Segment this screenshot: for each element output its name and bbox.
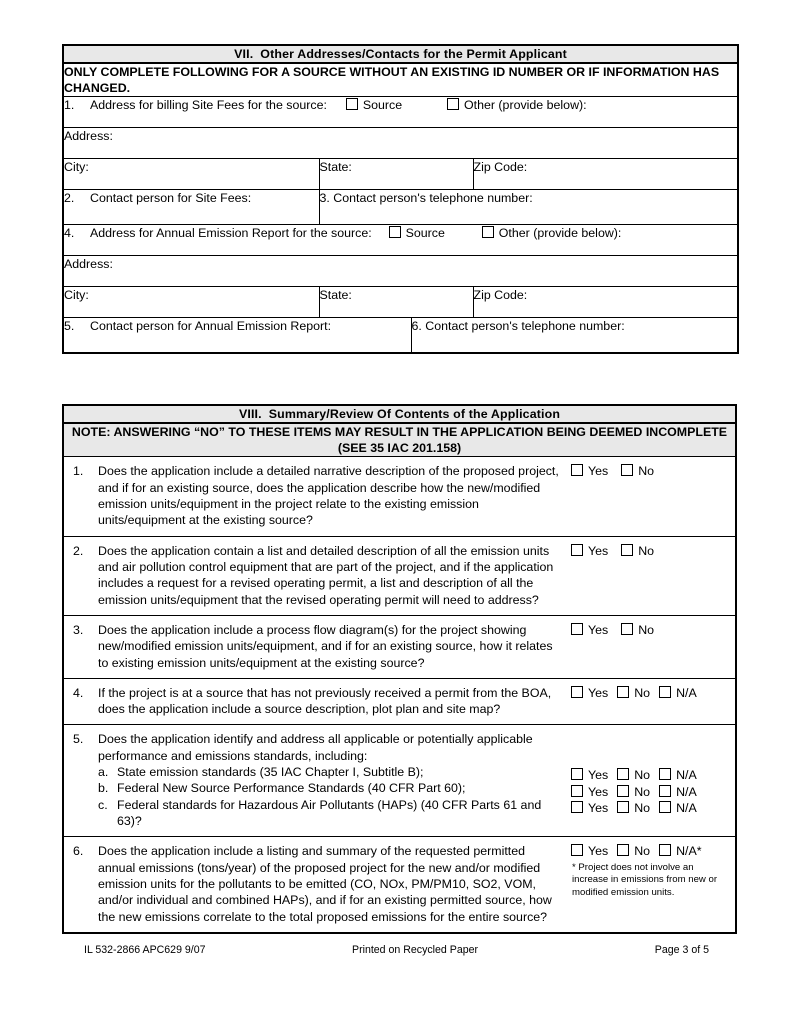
answer-row <box>571 622 731 638</box>
emission-report-option-row <box>63 225 738 256</box>
section-viii-note-row <box>63 423 736 457</box>
item-1-label: Address for billing Site Fees for the source: <box>90 98 327 113</box>
q2-no-checkbox[interactable] <box>621 544 633 556</box>
answer-row <box>571 784 731 800</box>
q3-no-label: No <box>638 622 655 637</box>
aer-other-checkbox[interactable] <box>482 226 494 238</box>
aer-source-option[interactable] <box>389 225 445 241</box>
q1-no-option[interactable] <box>621 463 654 479</box>
answer-row <box>571 685 731 701</box>
q6-no-option[interactable] <box>617 843 650 859</box>
item-2-label: Contact person for Site Fees: <box>90 191 252 206</box>
emission-report-city-state-zip-row <box>63 287 738 318</box>
item-4-body <box>90 225 737 241</box>
q5c-no-checkbox[interactable] <box>617 801 629 813</box>
question-6-cell <box>63 837 736 933</box>
subitem-a-text: State emission standards (35 IAC Chapter I, Subtitle B); <box>117 765 424 780</box>
aer-contact-field[interactable] <box>63 318 411 354</box>
page-footer <box>62 944 737 956</box>
question-5-subitem <box>98 764 563 780</box>
q5c-na-label: N/A <box>676 801 697 816</box>
question-5-text-block <box>64 725 569 836</box>
question-6-answers <box>569 837 735 932</box>
question-2-text: Does the application contain a list and detailed description of all the emission units and air pollution control equipment that are part of the project, and if the application includes a request for a revised operating permit, a list and description of all the emission units/equipment that the revised operating permit will need to address? <box>98 543 554 607</box>
section-vii-table <box>62 44 739 354</box>
q4-yes-label: Yes <box>588 685 609 700</box>
section-vii-title: Other Addresses/Contacts for the Permit Applicant <box>260 47 567 61</box>
q5b-yes-label: Yes <box>588 784 609 799</box>
question-5-text: Does the application identify and address all applicable or potentially applicable performance and emissions standards, including: <box>98 732 533 763</box>
answer-row <box>571 463 731 479</box>
aer-other-option[interactable] <box>482 225 622 241</box>
billing-city-label: City: <box>64 160 89 175</box>
aer-zip-label: Zip Code: <box>473 288 528 303</box>
section-vii-instruction-row <box>63 63 738 97</box>
question-3-answers <box>565 616 735 678</box>
section-viii-heading <box>63 405 736 423</box>
question-2-text-block <box>64 537 565 615</box>
section-viii-note-line2: (SEE 35 IAC 201.158) <box>337 441 462 456</box>
question-3-cell <box>63 615 736 678</box>
question-row <box>63 678 736 725</box>
question-row <box>63 615 736 678</box>
section-viii-note <box>63 423 736 457</box>
aer-address-field[interactable] <box>63 256 738 287</box>
question-4-text-block <box>64 679 569 725</box>
footer-recycled-note: Printed on Recycled Paper <box>352 944 479 956</box>
q2-no-option[interactable] <box>621 543 654 559</box>
q5a-no-option[interactable] <box>617 767 650 783</box>
section-viii-numeral: VIII. <box>238 407 262 421</box>
q1-no-label: No <box>638 464 655 479</box>
q3-yes-option[interactable] <box>571 622 608 638</box>
q1-yes-label: Yes <box>588 464 609 479</box>
item-4-label: Address for Annual Emission Report for the source: <box>90 226 372 241</box>
billing-address-label: Address: <box>64 129 113 144</box>
q5a-yes-option[interactable] <box>571 767 608 783</box>
q5c-no-label: No <box>634 801 651 816</box>
q2-yes-label: Yes <box>588 543 609 558</box>
question-row <box>63 837 736 933</box>
q5a-no-label: No <box>634 768 651 783</box>
question-5-subitem <box>98 797 563 830</box>
q5c-na-option[interactable] <box>659 800 697 816</box>
aer-city-field[interactable] <box>63 287 319 318</box>
q4-na-checkbox[interactable] <box>659 686 671 698</box>
section-viii-note-line1: NOTE: ANSWERING “NO” TO THESE ITEMS MAY RESULT IN THE APPLICATION BEING DEEMED INCOMPLETE <box>71 425 728 440</box>
q2-yes-checkbox[interactable] <box>571 544 583 556</box>
q4-na-option[interactable] <box>659 685 697 701</box>
section-viii-table <box>62 404 737 934</box>
q5a-yes-checkbox[interactable] <box>571 768 583 780</box>
q5a-no-checkbox[interactable] <box>617 768 629 780</box>
question-2-number: 2. <box>73 543 84 558</box>
billing-state-field[interactable] <box>319 159 473 190</box>
q6-na-checkbox[interactable] <box>659 844 671 856</box>
q6-na-option[interactable] <box>659 843 701 859</box>
aer-address-label: Address: <box>64 257 113 272</box>
question-3-number: 3. <box>73 622 84 637</box>
item-1-number: 1. <box>64 98 75 113</box>
subitem-c-letter: c. <box>98 797 108 812</box>
q4-no-checkbox[interactable] <box>617 686 629 698</box>
q4-yes-checkbox[interactable] <box>571 686 583 698</box>
billing-source-option[interactable] <box>346 97 402 113</box>
aer-state-field[interactable] <box>319 287 473 318</box>
q5b-na-checkbox[interactable] <box>659 785 671 797</box>
question-6-footnote: * Project does not involve an increase in emissions from new or modified emission units. <box>572 861 718 898</box>
q5c-yes-option[interactable] <box>571 800 608 816</box>
question-5-subitems <box>98 764 563 829</box>
question-1-cell <box>63 457 736 536</box>
billing-address-option-cell <box>63 97 738 128</box>
item-3-label: Contact person's telephone number: <box>333 191 533 206</box>
question-1-text-block <box>64 457 565 535</box>
question-1-number: 1. <box>73 464 84 479</box>
q5a-na-label: N/A <box>676 768 697 783</box>
question-5-body <box>98 731 563 829</box>
billing-zip-label: Zip Code: <box>473 160 528 175</box>
aer-zip-field[interactable] <box>473 287 738 318</box>
item-1-body <box>90 97 737 113</box>
q5c-na-checkbox[interactable] <box>659 801 671 813</box>
q4-yes-option[interactable] <box>571 685 608 701</box>
billing-source-checkbox[interactable] <box>346 98 358 110</box>
billing-address-field[interactable] <box>63 128 738 159</box>
question-row <box>63 725 736 837</box>
billing-other-checkbox[interactable] <box>447 98 459 110</box>
site-fees-contact-field[interactable] <box>63 190 319 225</box>
question-1-answers <box>565 457 735 535</box>
q5b-no-checkbox[interactable] <box>617 785 629 797</box>
aer-city-label: City: <box>64 288 89 303</box>
section-viii-header-row <box>63 405 736 423</box>
item-4-number: 4. <box>64 226 75 241</box>
q6-na-label: N/A* <box>676 844 702 859</box>
q1-yes-checkbox[interactable] <box>571 464 583 476</box>
question-row <box>63 536 736 615</box>
site-fees-phone-field[interactable] <box>319 190 738 225</box>
q5a-yes-label: Yes <box>588 768 609 783</box>
site-fees-contact-row <box>63 190 738 225</box>
billing-address-row <box>63 128 738 159</box>
aer-source-label: Source <box>405 226 445 241</box>
section-vii-heading <box>63 45 738 63</box>
question-1-text: Does the application include a detailed narrative description of the proposed project, and if for an existing source, does the application describe how the new/modified emission units/equipment in the project relate to the existing emission units/equipment at the existing source? <box>98 464 559 528</box>
question-4-answers <box>569 679 735 725</box>
answer-row <box>571 543 731 559</box>
subitem-b-text: Federal New Source Performance Standards (40 CFR Part 60); <box>117 781 466 796</box>
subitem-c-text: Federal standards for Hazardous Air Pollutants (HAPs) (40 CFR Parts 61 and 63)? <box>117 797 542 828</box>
q5b-yes-option[interactable] <box>571 784 608 800</box>
q6-yes-checkbox[interactable] <box>571 844 583 856</box>
q1-no-checkbox[interactable] <box>621 464 633 476</box>
q6-no-label: No <box>634 844 651 859</box>
billing-address-option-row <box>63 97 738 128</box>
question-2-answers <box>565 537 735 615</box>
q5b-no-label: No <box>634 784 651 799</box>
footer-form-id: IL 532-2866 APC629 9/07 <box>84 944 206 956</box>
question-6-text: Does the application include a listing and summary of the requested permitted annual emissions (tons/year) of the proposed project for the new and/or modified emission units for the pollutants to be emitted (CO, NOx, PM/PM10, SO2, VOM, and/or individual and combined HAPs), and if for an existing permitted source, how the new emissions correlate to the total proposed emissions for the entire source? <box>98 844 552 924</box>
answer-row <box>571 800 731 816</box>
billing-other-label: Other (provide below): <box>464 98 587 113</box>
question-6-text-block <box>64 837 569 932</box>
q6-no-checkbox[interactable] <box>617 844 629 856</box>
q5a-na-checkbox[interactable] <box>659 768 671 780</box>
aer-state-label: State: <box>319 288 352 303</box>
q3-yes-label: Yes <box>588 622 609 637</box>
item-5-number: 5. <box>64 319 75 334</box>
q3-no-option[interactable] <box>621 622 654 638</box>
section-viii-title: Summary/Review Of Contents of the Application <box>268 407 561 421</box>
billing-city-state-zip-row <box>63 159 738 190</box>
billing-zip-field[interactable] <box>473 159 738 190</box>
q5b-na-label: N/A <box>676 784 697 799</box>
item-2-number: 2. <box>64 191 75 206</box>
q5c-yes-checkbox[interactable] <box>571 801 583 813</box>
question-5-number: 5. <box>73 732 84 747</box>
answer-row <box>571 843 731 859</box>
question-4-number: 4. <box>73 685 84 700</box>
emission-report-contact-row <box>63 318 738 354</box>
item-3-number: 3. <box>319 191 330 206</box>
billing-other-option[interactable] <box>447 97 587 113</box>
question-row <box>63 457 736 536</box>
q5b-na-option[interactable] <box>659 784 697 800</box>
aer-other-label: Other (provide below): <box>498 226 622 241</box>
question-4-text: If the project is at a source that has not previously received a permit from the BOA, does the application include a source description, plot plan and site map? <box>98 685 552 717</box>
q5b-no-option[interactable] <box>617 784 650 800</box>
aer-source-checkbox[interactable] <box>389 226 401 238</box>
question-3-text-block <box>64 616 565 678</box>
q4-no-option[interactable] <box>617 685 650 701</box>
emission-report-option-cell <box>63 225 738 256</box>
q6-yes-label: Yes <box>588 844 609 859</box>
question-6-number: 6. <box>73 844 84 859</box>
q6-yes-option[interactable] <box>571 843 608 859</box>
billing-source-label: Source <box>362 98 403 113</box>
question-5-subitem <box>98 780 563 796</box>
answer-row <box>571 767 731 783</box>
q5c-yes-label: Yes <box>588 801 609 816</box>
section-vii-instruction: ONLY COMPLETE FOLLOWING FOR A SOURCE WITHOUT AN EXISTING ID NUMBER OR IF INFORMATION HAS CHANGED. <box>63 63 738 97</box>
question-5-cell <box>63 725 736 837</box>
section-vii-numeral: VII. <box>234 47 254 61</box>
q2-yes-option[interactable] <box>571 543 608 559</box>
q3-no-checkbox[interactable] <box>621 623 633 635</box>
item-6-number: 6. <box>411 319 422 334</box>
question-2-cell <box>63 536 736 615</box>
q4-na-label: N/A <box>676 685 697 700</box>
item-5-label: Contact person for Annual Emission Report: <box>90 319 332 334</box>
q4-no-label: No <box>634 685 651 700</box>
question-3-text: Does the application include a process flow diagram(s) for the project showing new/modified emission units/equipment, and if for an existing source, how it relates to existing emission units/equipment at the existing source? <box>98 622 553 670</box>
subitem-a-letter: a. <box>98 765 109 780</box>
q1-yes-option[interactable] <box>571 463 608 479</box>
q2-no-label: No <box>638 543 655 558</box>
question-4-cell <box>63 678 736 725</box>
billing-city-field[interactable] <box>63 159 319 190</box>
question-5-answers <box>569 725 735 836</box>
section-vii-header-row <box>63 45 738 63</box>
billing-state-label: State: <box>319 160 352 175</box>
footer-page-number: Page 3 of 5 <box>654 944 709 956</box>
q5a-na-option[interactable] <box>659 767 697 783</box>
q5c-no-option[interactable] <box>617 800 650 816</box>
emission-report-address-row <box>63 256 738 287</box>
q5b-yes-checkbox[interactable] <box>571 785 583 797</box>
item-6-label: Contact person's telephone number: <box>425 319 625 334</box>
subitem-b-letter: b. <box>98 781 109 796</box>
aer-phone-field[interactable] <box>411 318 738 354</box>
q3-yes-checkbox[interactable] <box>571 623 583 635</box>
